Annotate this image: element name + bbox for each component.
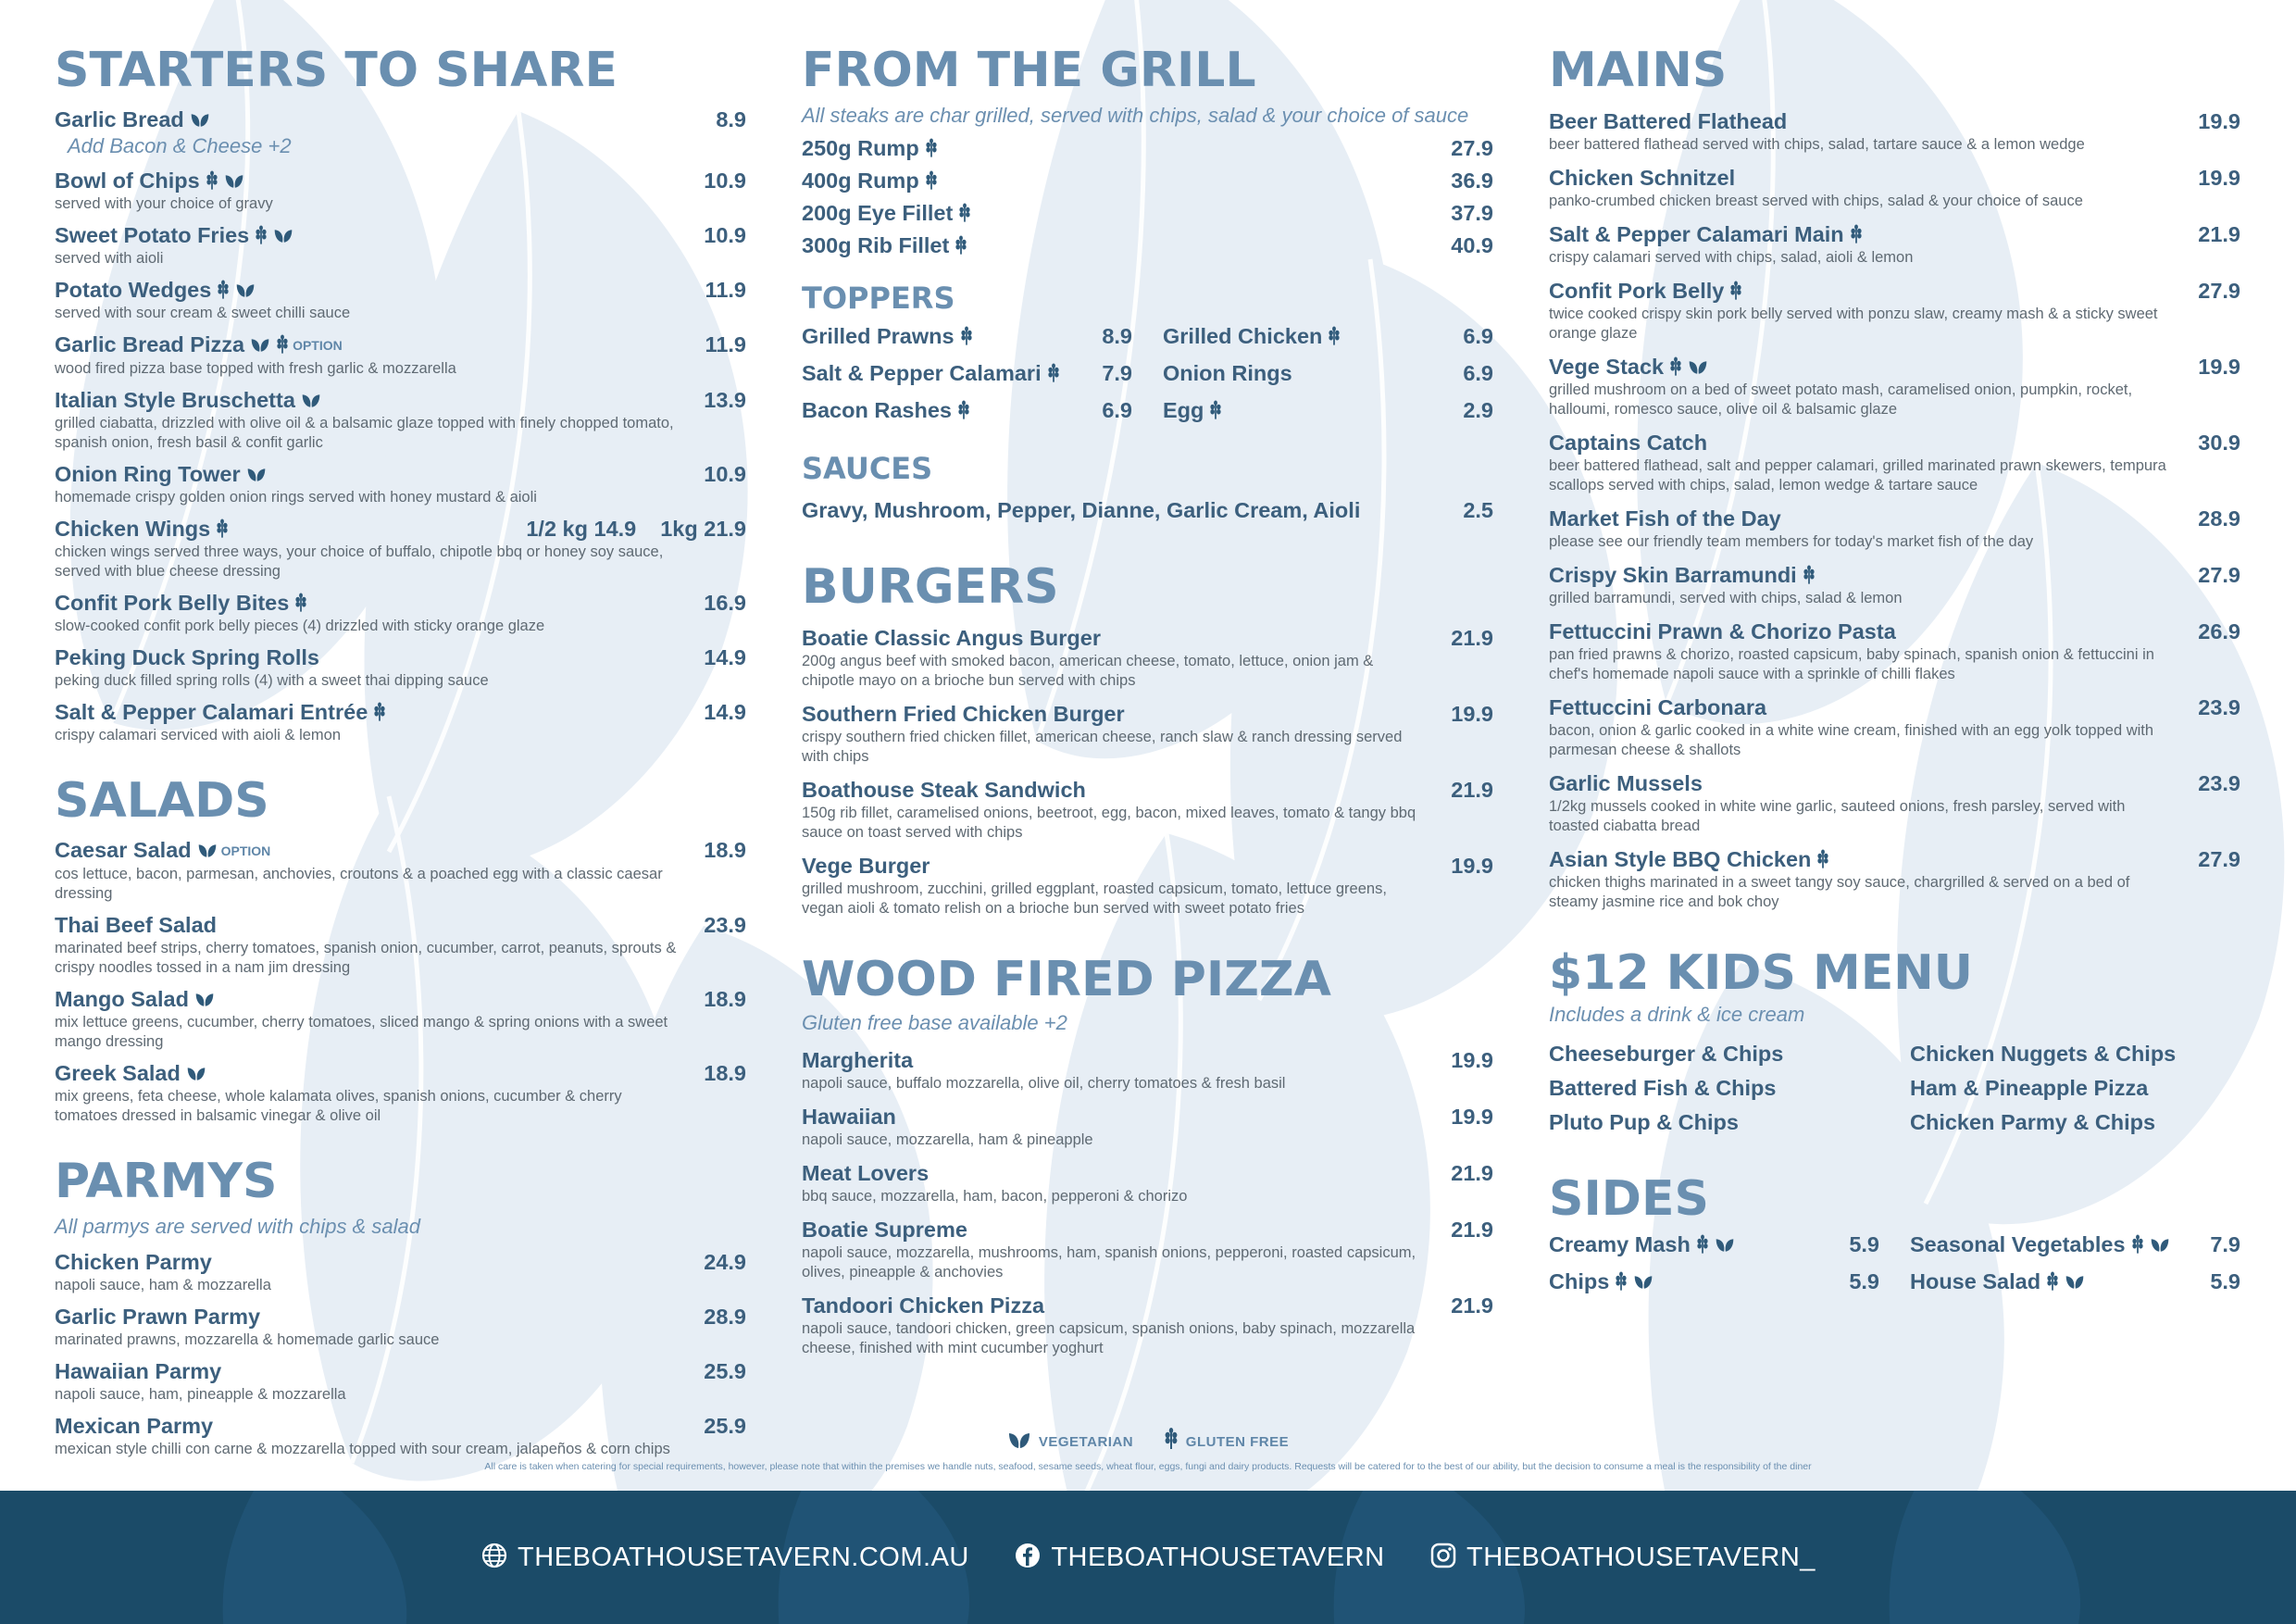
menu-item-name: Vege Stack: [1549, 353, 2240, 381]
menu-item-description: pan fried prawns & chorizo, roasted capsicum, baby spinach, spanish onion & fettuccini in chef's homemade napoli sauce with a sprinkle of chilli flakes: [1549, 646, 2154, 682]
menu-item-name: Peking Duck Spring Rolls: [55, 645, 319, 669]
menu-item-name: Confit Pork Belly Bites: [55, 589, 746, 617]
menu-item-description: bacon, onion & garlic cooked in a white wine cream, finished with an egg yolk topped with parmesan cheese & shallots: [1549, 722, 2154, 758]
wheat-icon: [1209, 400, 1222, 420]
menu-item-description: served with sour cream & sweet chilli sauce: [55, 305, 351, 321]
menu-item-description: please see our friendly team members for today's market fish of the day: [1549, 533, 2034, 550]
menu-item-price: 19.9: [1451, 1048, 1493, 1072]
menu-item-price: 11.9: [705, 332, 746, 356]
kids-menu-item: Battered Fish & Chips: [1549, 1076, 1777, 1100]
wheat-icon: [216, 518, 229, 539]
menu-item-price: 25.9: [704, 1414, 746, 1438]
kids-menu-item: Chicken Parmy & Chips: [1910, 1110, 2156, 1134]
menu-item-description: napoli sauce, tandoori chicken, green capsicum, spanish onions, baby spinach, mozzarella cheese, finished with mint cucumber yoghurt: [802, 1320, 1416, 1356]
menu-item-description: napoli sauce, ham & mozzarella: [55, 1277, 271, 1293]
legend-vegetarian: VEGETARIAN: [1007, 1431, 1133, 1450]
menu-item-price: 5.9: [2210, 1269, 2240, 1293]
menu-item: [1549, 164, 2240, 211]
menu-column-right: [1549, 43, 2240, 1305]
menu-item-name: Garlic Bread Pizza OPTION: [55, 332, 343, 356]
menu-item: [55, 643, 746, 691]
menu-item-name: Chicken Parmy: [55, 1250, 212, 1274]
menu-item-price: 21.9: [1451, 626, 1493, 650]
menu-item: [802, 1216, 1493, 1282]
menu-item-price: 14.9: [704, 700, 746, 724]
menu-item: [55, 1357, 746, 1405]
menu-column-middle: [802, 43, 1493, 1358]
leaf-icon: [1007, 1434, 1039, 1450]
menu-item-description: grilled mushroom, zucchini, grilled eggplant, roasted capsicum, tomato, lettuce greens, vegan aioli & tomato relish on a brioche bun served with sweet potato fries: [802, 881, 1387, 917]
section-title-mains: MAINS: [1549, 43, 1728, 98]
wheat-icon: [1816, 849, 1829, 869]
menu-item-price: 7.9: [1102, 361, 1132, 385]
menu-item: [802, 167, 1493, 194]
pizza-note: Gluten free base available +2: [802, 1011, 1067, 1034]
menu-item-price: 2.9: [1463, 398, 1493, 422]
menu-item-price: 21.9: [1451, 1161, 1493, 1185]
menu-item: [55, 515, 746, 581]
menu-item-name: Onion Rings: [1163, 361, 1292, 385]
legend-gluten-free: GLUTEN FREE: [1164, 1428, 1289, 1450]
menu-item-description: served with your choice of gravy: [55, 195, 273, 212]
menu-item-name: Market Fish of the Day: [1549, 506, 1781, 531]
menu-item-description: grilled mushroom on a bed of sweet potato mash, caramelised onion, pumpkin, rocket, halloumi, romesco sauce, olive oil & balsamic glaze: [1549, 381, 2133, 418]
menu-item: [802, 231, 1493, 259]
facebook-icon: [1014, 1543, 1051, 1572]
menu-item-name: House Salad: [1910, 1269, 2041, 1293]
menu-item: [55, 698, 746, 745]
leaf-icon: [1633, 1273, 1653, 1292]
leaf-icon: [2065, 1273, 2085, 1292]
menu-item: [1549, 845, 2240, 912]
menu-item-price: 16.9: [704, 591, 746, 615]
menu-item-addon: Add Bacon & Cheese +2: [68, 134, 292, 157]
menu-item-name: Salt & Pepper Calamari: [802, 361, 1042, 385]
kids-menu-item: Cheeseburger & Chips: [1549, 1042, 1784, 1066]
sides-grid: [1549, 1230, 2240, 1305]
menu-item-description: cos lettuce, bacon, parmesan, anchovies, croutons & a poached egg with a classic caesar dressing: [55, 866, 663, 902]
menu-item: [1910, 1268, 2240, 1295]
menu-item-description: peking duck filled spring rolls (4) with a sweet thai dipping sauce: [55, 672, 489, 689]
wheat-icon: [1696, 1234, 1709, 1255]
menu-item-name: Tandoori Chicken Pizza: [802, 1293, 1045, 1318]
menu-item-price: 21.9: [2198, 222, 2240, 246]
menu-item-price: 40.9: [1451, 233, 1493, 257]
leaf-icon: [224, 172, 244, 191]
menu-item-description: grilled ciabatta, drizzled with olive oil & a balsamic glaze topped with finely chopped tomato, spanish onion, fresh basil & confit garlic: [55, 415, 674, 451]
leaf-icon: [197, 842, 218, 860]
menu-item-name: Grilled Prawns: [802, 324, 955, 348]
menu-item: [55, 1303, 746, 1350]
menu-item: [1549, 561, 2240, 608]
sauces-price: 2.5: [1463, 498, 1493, 522]
menu-item: [802, 700, 1493, 767]
menu-item-description: crispy calamari serviced with aioli & lemon: [55, 727, 342, 743]
facebook-link[interactable]: THEBOATHOUSETAVERN: [1014, 1539, 1384, 1576]
wheat-icon: [1615, 1271, 1628, 1292]
menu-item: [1549, 769, 2240, 836]
menu-column-left: [55, 43, 746, 1459]
menu-item-price: 27.9: [2198, 847, 2240, 871]
menu-item-name: Boathouse Steak Sandwich: [802, 778, 1086, 802]
leaf-icon: [250, 336, 270, 355]
menu-item-name: Chips: [1549, 1269, 1610, 1293]
menu-item-price-options: [526, 515, 746, 543]
website-link[interactable]: THEBOATHOUSETAVERN.COM.AU: [480, 1539, 969, 1576]
menu-item-name: Bowl of Chips: [55, 167, 746, 194]
menu-item-name: Grilled Chicken: [1163, 324, 1323, 348]
price-1kg: 1kg 21.9: [660, 517, 746, 541]
menu-item-price: 19.9: [2198, 109, 2240, 133]
menu-item-name: Southern Fried Chicken Burger: [802, 702, 1125, 726]
menu-item: [55, 106, 746, 159]
menu-item-description: chicken thighs marinated in a sweet tangy soy sauce, chargrilled & served on a bed of steamy jasmine rice and bok choy: [1549, 874, 2130, 910]
menu-item-price: 19.9: [1451, 854, 1493, 878]
section-title-salads: SALADS: [55, 773, 269, 829]
menu-item-name: Fettuccini Carbonara: [1549, 695, 1767, 719]
menu-item-price: 36.9: [1451, 169, 1493, 193]
menu-item-name: Margherita: [802, 1048, 914, 1072]
menu-item: [1163, 322, 1493, 350]
menu-item-name: Hawaiian Parmy: [55, 1359, 222, 1383]
menu-item-price: 23.9: [2198, 695, 2240, 719]
wheat-icon: [373, 702, 386, 722]
section-title-toppers: TOPPERS: [802, 281, 955, 316]
menu-item-price: 18.9: [704, 838, 746, 862]
menu-item-description: twice cooked crispy skin pork belly served with ponzu slaw, creamy mash & a sticky sweet orange glaze: [1549, 306, 2158, 342]
burgers-list: [802, 624, 1493, 918]
menu-item-name: Garlic Mussels: [1549, 771, 1703, 795]
wheat-icon: [955, 235, 967, 256]
option-label: OPTION: [220, 843, 271, 858]
menu-item-description: crispy southern fried chicken fillet, american cheese, ranch slaw & ranch dressing served with chips: [802, 729, 1403, 765]
menu-item-name: Greek Salad: [55, 1059, 746, 1087]
menu-item-name: Onion Ring Tower: [55, 460, 746, 488]
wheat-icon: [294, 593, 307, 613]
wheat-icon: [1669, 356, 1682, 377]
menu-item: [1549, 429, 2240, 495]
menu-item-name: Italian Style Bruschetta: [55, 386, 746, 414]
menu-item-description: homemade crispy golden onion rings served with honey mustard & aioli: [55, 489, 537, 506]
menu-item: [55, 589, 746, 636]
menu-item: [1549, 107, 2240, 155]
menu-item: [1549, 505, 2240, 552]
menu-item: [802, 1046, 1493, 1093]
menu-item: [1549, 1230, 1879, 1258]
salads-list: [55, 836, 746, 1126]
menu-item: [1163, 396, 1493, 424]
menu-item-price: 10.9: [704, 462, 746, 486]
dietary-legend: [0, 1428, 2296, 1450]
pizza-list: [802, 1046, 1493, 1358]
menu-item: [55, 985, 746, 1052]
wheat-icon: [1164, 1434, 1186, 1450]
allergen-disclaimer: All care is taken when catering for special requirements, however, please note that within the premises we handle nuts, seafood, sesame seeds, wheat flour, eggs, fungi and dairy products. Requests will be catered for to the best of our ability, but the decision to consume a meal is the responsibility of the diner: [484, 1461, 1812, 1472]
kids-menu-item: Pluto Pup & Chips: [1549, 1110, 1739, 1134]
menu-item: [802, 396, 1132, 424]
menu-item-price: 28.9: [704, 1305, 746, 1329]
wheat-icon: [1328, 326, 1341, 346]
wheat-icon: [2131, 1234, 2144, 1255]
menu-item-price: 8.9: [716, 107, 746, 131]
menu-item-price: 6.9: [1463, 324, 1493, 348]
instagram-icon: [1429, 1543, 1466, 1572]
menu-item: [802, 1292, 1493, 1358]
menu-item-description: 1/2kg mussels cooked in white wine garlic, sauteed onions, fresh parsley, served with toasted ciabatta bread: [1549, 798, 2126, 834]
menu-item-description: napoli sauce, buffalo mozzarella, olive oil, cherry tomatoes & fresh basil: [802, 1075, 1286, 1092]
menu-item-name: Salt & Pepper Calamari Main: [1549, 220, 2240, 248]
section-title-pizza: WOOD FIRED PIZZA: [802, 952, 1331, 1007]
section-title-grill: FROM THE GRILL: [802, 43, 1256, 98]
leaf-icon: [301, 392, 321, 410]
menu-item-name: Bacon Rashes: [802, 398, 952, 422]
menu-item-price: 37.9: [1451, 201, 1493, 225]
section-title-starters: STARTERS TO SHARE: [55, 43, 618, 98]
menu-item-price: 23.9: [704, 913, 746, 937]
menu-item-name: Boatie Supreme: [802, 1218, 967, 1242]
menu-item-description: bbq sauce, mozzarella, ham, bacon, pepperoni & chorizo: [802, 1188, 1188, 1205]
menu-item: [802, 624, 1493, 691]
menu-item-price: 10.9: [704, 169, 746, 193]
kids-menu-item: Ham & Pineapple Pizza: [1910, 1076, 2149, 1100]
wheat-icon: [925, 138, 938, 158]
price-half-kg: 1/2 kg 14.9: [526, 517, 637, 541]
kids-note: Includes a drink & ice cream: [1549, 1003, 1805, 1026]
menu-item-description: beer battered flathead, salt and pepper calamari, grilled marinated prawn skewers, tempura scallops served with chips, salad, lemon wedge & tartare sauce: [1549, 457, 2166, 493]
menu-item: [802, 322, 1132, 350]
menu-item-price: 6.9: [1102, 398, 1132, 422]
footer-bar: [0, 1491, 2296, 1624]
wheat-icon: [1729, 281, 1742, 301]
menu-item-description: napoli sauce, mozzarella, mushrooms, ham, spanish onions, pepperoni, roasted capsicum, olives, pineapple & anchovies: [802, 1244, 1416, 1280]
section-title-parmys: PARMYS: [55, 1154, 278, 1209]
menu-item-name: 400g Rump: [802, 167, 1493, 194]
menu-item-price: 30.9: [2198, 431, 2240, 455]
grill-note: All steaks are char grilled, served with chips, salad & your choice of sauce: [802, 104, 1469, 127]
menu-item-price: 26.9: [2198, 619, 2240, 643]
section-title-burgers: BURGERS: [802, 559, 1059, 615]
menu-item-name: 200g Eye Fillet: [802, 199, 1493, 227]
leaf-icon: [1715, 1236, 1735, 1255]
sauces-row: [802, 496, 1493, 524]
menu-item-description: served with aioli: [55, 250, 164, 267]
menu-item-price: 19.9: [2198, 166, 2240, 190]
wheat-icon: [255, 225, 268, 245]
leaf-icon: [194, 991, 215, 1009]
wheat-icon: [206, 170, 218, 191]
kids-grid: [1549, 1040, 2240, 1136]
wheat-icon: [1803, 565, 1816, 585]
menu-item: [1549, 1268, 1879, 1295]
menu-item-name: Salt & Pepper Calamari Entrée: [55, 698, 746, 726]
sauces-list: Gravy, Mushroom, Pepper, Dianne, Garlic Cream, Aioli: [802, 498, 1361, 522]
menu-item-price: 27.9: [2198, 279, 2240, 303]
option-label: OPTION: [293, 338, 343, 353]
menu-item: [1910, 1230, 2240, 1258]
menu-item-price: 27.9: [1451, 136, 1493, 160]
menu-item: [55, 836, 746, 904]
menu-item-price: 23.9: [2198, 771, 2240, 795]
menu-item-price: 5.9: [1849, 1232, 1879, 1256]
leaf-icon: [186, 1065, 206, 1083]
wheat-icon: [957, 400, 970, 420]
menu-item: [1549, 618, 2240, 684]
menu-item-name: Chicken Wings: [55, 515, 746, 543]
menu-item-name: Vege Burger: [802, 854, 930, 878]
menu-item-name: Creamy Mash: [1549, 1232, 1691, 1256]
menu-item-price: 21.9: [1451, 778, 1493, 802]
menu-item-description: 200g angus beef with smoked bacon, american cheese, tomato, lettuce, onion jam & chipotle mayo on a brioche bun served with chips: [802, 653, 1374, 689]
menu-item-price: 5.9: [1849, 1269, 1879, 1293]
menu-item-name: Sweet Potato Fries: [55, 221, 746, 249]
menu-item-name: Crispy Skin Barramundi: [1549, 561, 2240, 589]
menu-item: [1163, 359, 1493, 387]
menu-item-name: Beer Battered Flathead: [1549, 109, 1788, 133]
menu-item-price: 27.9: [2198, 563, 2240, 587]
menu-item-price: 28.9: [2198, 506, 2240, 531]
menu-item-description: chicken wings served three ways, your choice of buffalo, chipotle bbq or honey soy sauce, served with blue cheese dressing: [55, 543, 664, 580]
menu-item-name: Confit Pork Belly: [1549, 277, 2240, 305]
menu-item-price: 13.9: [704, 388, 746, 412]
menu-item-description: wood fired pizza base topped with fresh garlic & mozzarella: [55, 360, 456, 377]
section-title-kids: $12 KIDS MENU: [1549, 945, 1974, 1001]
menu-item-name: Boatie Classic Angus Burger: [802, 626, 1101, 650]
menu-item: [55, 1248, 746, 1295]
wheat-icon: [276, 334, 289, 355]
menu-item: [802, 1159, 1493, 1206]
menu-item-name: Captains Catch: [1549, 431, 1708, 455]
menu-item-description: marinated prawns, mozzarella & homemade garlic sauce: [55, 1331, 440, 1348]
menu-item-price: 24.9: [704, 1250, 746, 1274]
section-title-sauces: SAUCES: [802, 451, 933, 486]
menu-item-name: Seasonal Vegetables: [1910, 1232, 2126, 1256]
menu-item-description: mix greens, feta cheese, whole kalamata olives, spanish onions, cucumber & cherry tomatoes dressed in balsamic vinegar & olive oil: [55, 1088, 622, 1124]
wheat-icon: [1850, 224, 1863, 244]
menu-item-name: Meat Lovers: [802, 1161, 930, 1185]
menu-item-price: 25.9: [704, 1359, 746, 1383]
parmys-note: All parmys are served with chips & salad: [55, 1215, 420, 1238]
menu-item: [1549, 693, 2240, 760]
menu-item-name: 250g Rump: [802, 134, 1493, 162]
menu-item-price: 19.9: [1451, 1105, 1493, 1129]
menu-item: [55, 386, 746, 453]
toppers-grid: [802, 322, 1493, 433]
menu-item: [1549, 353, 2240, 419]
menu-item: [55, 167, 746, 214]
wheat-icon: [925, 170, 938, 191]
menu-item-name: Caesar Salad OPTION: [55, 838, 271, 862]
menu-item: [802, 852, 1493, 918]
menu-item-price: 10.9: [704, 223, 746, 247]
menu-item-description: marinated beef strips, cherry tomatoes, spanish onion, cucumber, carrot, peanuts, sprouts & crispy noodles tossed in a nam jim dressing: [55, 940, 677, 976]
menu-item-name: Garlic Prawn Parmy: [55, 1305, 261, 1329]
menu-item-price: 21.9: [1451, 1293, 1493, 1318]
menu-item-name: Asian Style BBQ Chicken: [1549, 845, 2240, 873]
menu-item-name: Mango Salad: [55, 985, 746, 1013]
menu-item: [55, 221, 746, 269]
menu-item-name: Fettuccini Prawn & Chorizo Pasta: [1549, 619, 1896, 643]
wheat-icon: [958, 203, 971, 223]
menu-item-name: Chicken Schnitzel: [1549, 166, 1736, 190]
menu-item-description: 150g rib fillet, caramelised onions, beetroot, egg, bacon, mixed leaves, tomato & tangy bbq sauce on toast served with chips: [802, 805, 1416, 841]
leaf-icon: [1688, 358, 1708, 377]
menu-item-description: napoli sauce, ham, pineapple & mozzarella: [55, 1386, 346, 1403]
leaf-icon: [273, 227, 293, 245]
menu-item: [802, 199, 1493, 227]
menu-item: [802, 134, 1493, 162]
menu-item: [55, 911, 746, 978]
wheat-icon: [2046, 1271, 2059, 1292]
menu-item: [55, 1059, 746, 1126]
menu-item-price: 18.9: [704, 987, 746, 1011]
menu-item-price: 6.9: [1463, 361, 1493, 385]
leaf-icon: [190, 111, 210, 130]
globe-icon: [480, 1543, 518, 1572]
menu-item-name: Egg: [1163, 398, 1204, 422]
wheat-icon: [1047, 363, 1060, 383]
menu-item: [1549, 277, 2240, 344]
instagram-link[interactable]: THEBOATHOUSETAVERN_: [1429, 1539, 1816, 1576]
menu-item-price: 8.9: [1102, 324, 1132, 348]
menu-item: [1549, 220, 2240, 268]
menu-item-description: panko-crumbed chicken breast served with chips, salad & your choice of sauce: [1549, 193, 2083, 209]
menu-item-price: 7.9: [2210, 1232, 2240, 1256]
leaf-icon: [235, 281, 256, 300]
menu-item: [802, 1103, 1493, 1150]
footer-links: [0, 1539, 2296, 1576]
wheat-icon: [217, 280, 230, 300]
menu-item-name: 300g Rib Fillet: [802, 231, 1493, 259]
starters-list: [55, 106, 746, 745]
menu-item-description: beer battered flathead served with chips, salad, tartare sauce & a lemon wedge: [1549, 136, 2085, 153]
menu-item-description: slow-cooked confit pork belly pieces (4) drizzled with sticky orange glaze: [55, 618, 545, 634]
section-title-sides: SIDES: [1549, 1171, 1709, 1227]
menu-item-description: napoli sauce, mozzarella, ham & pineapple: [802, 1131, 1093, 1148]
menu-item-name: Garlic Bread: [55, 106, 746, 133]
menu-item-price: 11.9: [705, 278, 746, 302]
menu-item-price: 14.9: [704, 645, 746, 669]
menu-item-description: mexican style chilli con carne & mozzarella topped with sour cream, jalapeños & corn chips: [55, 1441, 670, 1457]
menu-item-description: mix lettuce greens, cucumber, cherry tomatoes, sliced mango & spring onions with a sweet mango dressing: [55, 1014, 668, 1050]
menu-item-name: Hawaiian: [802, 1105, 896, 1129]
leaf-icon: [246, 466, 267, 484]
menu-item-price: 19.9: [1451, 702, 1493, 726]
menu-item-price: 21.9: [1451, 1218, 1493, 1242]
menu-item: [802, 359, 1132, 387]
menu-item: [55, 460, 746, 507]
menu-item-description: crispy calamari served with chips, salad, aioli & lemon: [1549, 249, 1914, 266]
wheat-icon: [960, 326, 973, 346]
menu-item-description: grilled barramundi, served with chips, salad & lemon: [1549, 590, 1903, 606]
leaf-icon: [2150, 1236, 2170, 1255]
kids-menu-item: Chicken Nuggets & Chips: [1910, 1042, 2177, 1066]
menu-item: [55, 276, 746, 323]
grill-list: [802, 134, 1493, 259]
menu-item: [802, 776, 1493, 843]
menu-item-price: 19.9: [2198, 355, 2240, 379]
menu-item-price: 18.9: [704, 1061, 746, 1085]
menu-item-name: Potato Wedges: [55, 276, 746, 304]
menu-item-name: Thai Beef Salad: [55, 913, 217, 937]
menu-item-name: Mexican Parmy: [55, 1414, 214, 1438]
menu-item: [55, 331, 746, 379]
mains-list: [1549, 107, 2240, 912]
